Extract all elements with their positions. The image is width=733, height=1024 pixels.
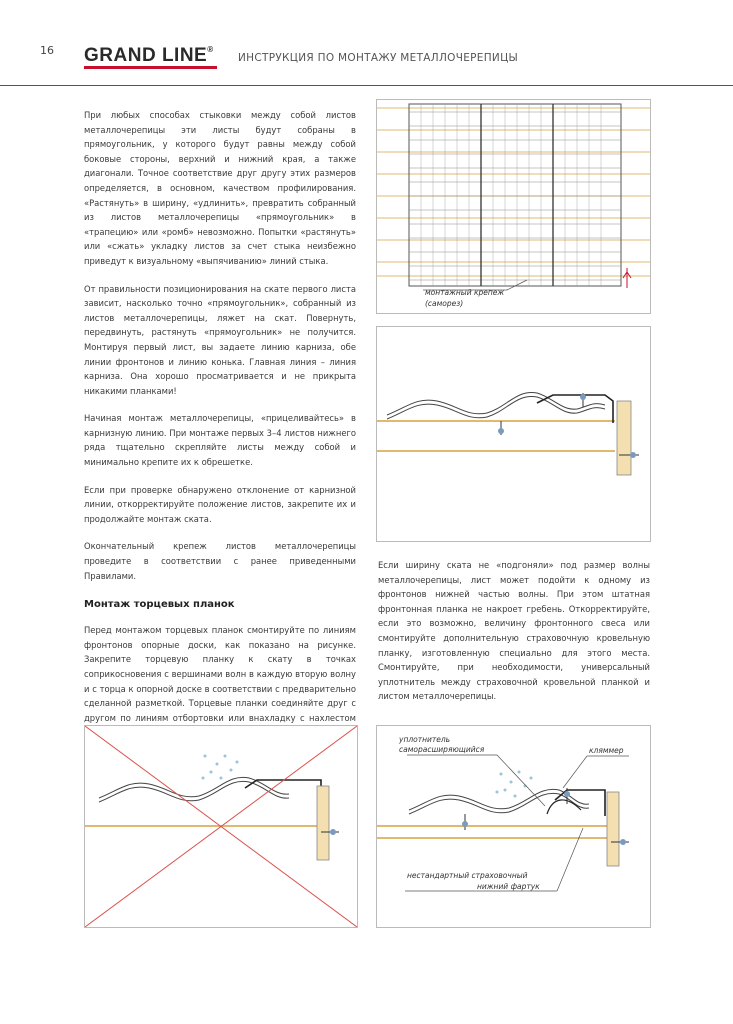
paragraph-4: Если при проверке обнаружено отклонение от карнизной линии, откорректируйте положение листов, закрепите их и продолжайте монтаж ската.: [84, 484, 356, 524]
logo-text: GRAND LINE: [84, 45, 208, 66]
apron-label: нестандартный страховочный: [407, 871, 528, 880]
sealant-sublabel: саморасширяющийся: [399, 745, 485, 754]
paragraph-1: При любых способах стыковки между собой листов металлочерепицы эти листы будут собраны в прямоугольник, у которого будут равны между собой боковые стороны, верхний и нижний края, а также диагонали. Точное соответствие друг другу этих размеров определяется, в основном, качеством профилирования. «Растянуть» в ширину, «удлинить», превратить собранный из листов металлочерепицы «прямоугольник» в «трапецию» или «ромб» невозможно. Попытки «растянуть» или «сжать» укладку листов за счет стыка неизбежно приведут к визуальному «выпячиванию» линий стыка.: [84, 110, 356, 266]
figure-correct: [376, 725, 651, 928]
figure-gable-end: [376, 326, 651, 542]
sealant-label: уплотнитель: [399, 735, 451, 744]
fastener-label: монтажный крепеж: [425, 288, 505, 297]
paragraph-3: Начиная монтаж металлочерепицы, «прицеливайтесь» в карнизную линию. При монтаже первых 3–4 листов нижнего ряда тщательно скрепляйте листы между собой и минимально крепите их к обрешетке.: [84, 413, 356, 468]
clamp-label: кляммер: [589, 746, 624, 755]
incorrect-drawing: [85, 726, 357, 927]
gable-end-drawing: [377, 327, 650, 541]
fastener-sublabel: (саморез): [425, 299, 464, 308]
figure-incorrect: [84, 725, 358, 928]
apron-sublabel: нижний фартук: [477, 882, 540, 891]
document-title: ИНСТРУКЦИЯ ПО МОНТАЖУ МЕТАЛЛОЧЕРЕПИЦЫ: [238, 52, 519, 64]
section-heading: Монтаж торцевых планок: [84, 599, 235, 611]
paragraph-6: Перед монтажом торцевых планок смонтируйте по линиям фронтонов опорные доски, как показано на рисунке. Закрепите торцевую планку к скату в точках соприкосновения с вершинами волн в каждую вторую волну и с торца к опорной доске в соответствии с предварительно сделанной разметкой. Торцевые планки соединяйте друг с другом по линиям отбортовки или внахладку с нахлестом: [84, 625, 356, 723]
figure-sheet-joining: [376, 99, 651, 314]
right-column-text: Если ширину ската не «подгоняли» под размер волны металлочерепицы, лист может подойти к одному из фронтонов нижней частью волны. При этом штатная фронтонная планка не накроет гребень. Откорректируйте, если это возможно, величину фронтонного свеса или смонтируйте дополнительную страховочную кровельную планку, изготовленную специально для этого места. Смонтируйте, при необходимости, универсальный уплотнитель между страховочной кровельной планкой и листом металлочерепицы.: [378, 560, 650, 702]
sheet-grid-drawing: [377, 100, 650, 313]
page-number: 16: [40, 44, 54, 57]
paragraph-5: Окончательный крепеж листов металлочерепицы проведите в соответствии с ранее приведенными Правилами.: [84, 541, 356, 581]
correct-drawing: [377, 726, 650, 927]
left-column: [84, 108, 356, 753]
logo-underline: [84, 66, 217, 69]
brand-logo: [84, 45, 214, 67]
paragraph-2: От правильности позиционирования на скате первого листа зависит, насколько точно «прямоугольник», собранный из листов металлочерепицы, ляжет на скат. Повернуть, передвинуть, растянуть «прямоугольник» не получится. Монтируя первый лист, вы задаете линию карниза, обе линии фронтонов и линию конька. Главная линия – линия карниза. Она хорошо просматривается и не прикрыта никакими планками!: [84, 283, 356, 396]
registered-mark: ®: [207, 45, 214, 54]
header-rule: [0, 85, 733, 86]
